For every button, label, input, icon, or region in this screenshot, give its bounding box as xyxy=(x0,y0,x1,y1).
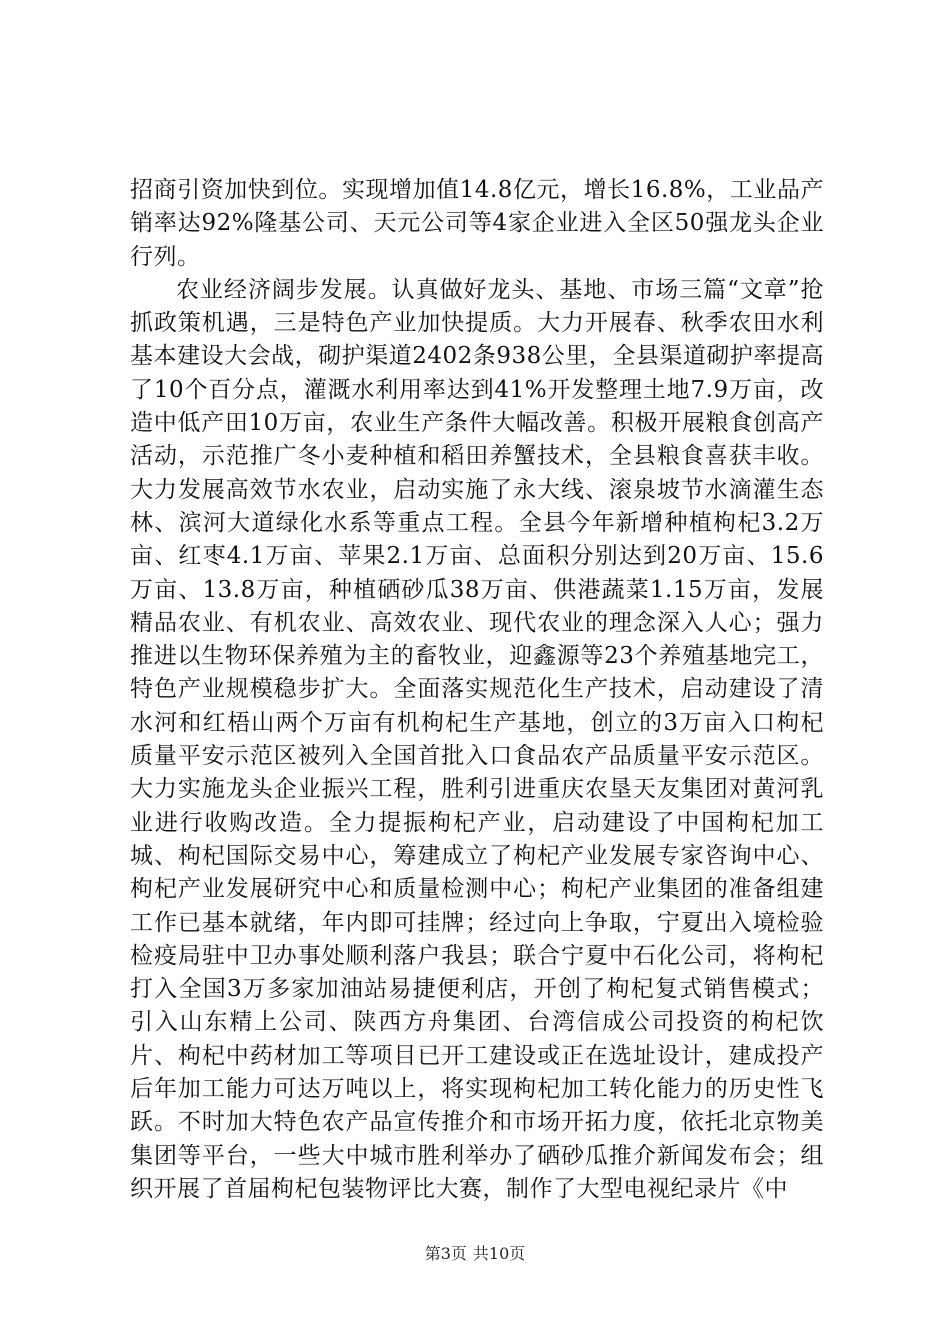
document-body xyxy=(130,174,824,1206)
paragraph-1: 招商引资加快到位。实现增加值14.8亿元，增长16.8%，工业品产销率达92%隆基公司、天元公司等4家企业进入全区50强龙头企业行列。 xyxy=(130,177,824,270)
page-number: 第3页 xyxy=(424,1244,467,1263)
page-footer xyxy=(0,1244,950,1264)
paragraph-2: 农业经济阔步发展。认真做好龙头、基地、市场三篇“文章”抢抓政策机遇，三是特色产业加快提质。大力开展春、秋季农田水利基本建设大会战，砌护渠道2402条938公里，全县渠道砌护率提高了10个百分点，灌溉水利用率达到41%开发整理土地7.9万亩，改造中低产田10万亩，农业生产条件大幅改善。积极开展粮食创高产活动，示范推广冬小麦种植和稻田养蟹技术，全县粮食喜获丰收。大力发展高效节水农业，启动实施了永大线、滚泉坡节水滴灌生态林、滨河大道绿化水系等重点工程。全县今年新增种植枸杞3.2万亩、红枣4.1万亩、苹果2.1万亩、总面积分别达到20万亩、15.6万亩、13.8万亩，种植硒砂瓜38万亩、供港蔬菜1.15万亩，发展精品农业、有机农业、高效农业、现代农业的理念深入人心；强力推进以生物环保养殖为主的畜牧业，迎鑫源等23个养殖基地完工，特色产业规模稳步扩大。全面落实规范化生产技术，启动建设了清水河和红梧山两个万亩有机枸杞生产基地，创立的3万亩入口枸杞质量平安示范区被列入全国首批入口食品农产品质量平安示范区。大力实施龙头企业振兴工程，胜利引进重庆农垦天友集团对黄河乳业进行收购改造。全力提振枸杞产业，启动建设了中国枸杞加工城、枸杞国际交易中心，筹建成立了枸杞产业发展专家咨询中心、枸杞产业发展研究中心和质量检测中心；枸杞产业集团的准备组建工作已基本就绪，年内即可挂牌；经过向上争取，宁夏出入境检验检疫局驻中卫办事处顺利落户我县；联合宁夏中石化公司，将枸杞打入全国3万多家加油站易捷便利店，开创了枸杞复式销售模式；引入山东精上公司、陕西方舟集团、台湾信成公司投资的枸杞饮片、枸杞中药材加工等项目已开工建设或正在选址设计，建成投产后年加工能力可达万吨以上，将实现枸杞加工转化能力的历史性飞跃。不时加大特色农产品宣传推介和市场开拓力度，依托北京物美集团等平台，一些大中城市胜利举办了硒砂瓜推介新闻发布会；组织开展了首届枸杞包装物评比大赛，制作了大型电视纪录片《中 xyxy=(130,276,824,1202)
page-total: 共10页 xyxy=(472,1244,526,1263)
